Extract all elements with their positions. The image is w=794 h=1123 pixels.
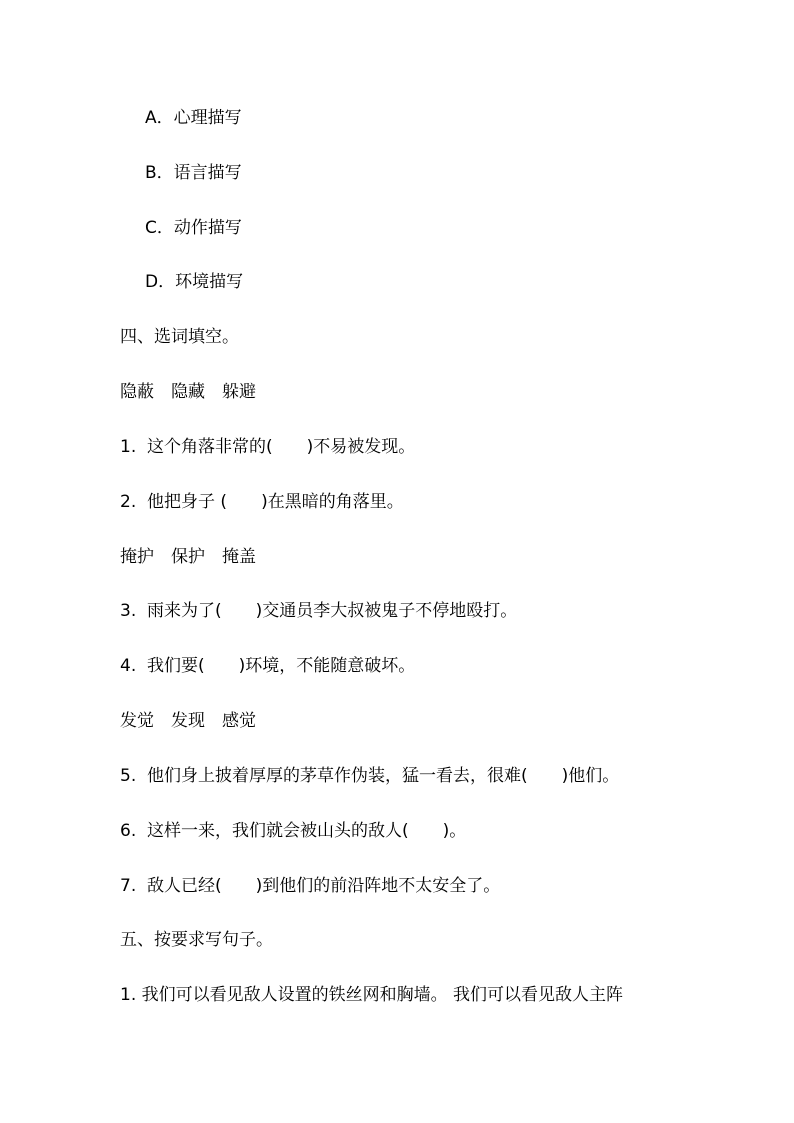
word-choices-group-3: 发觉 发现 感觉 bbox=[120, 711, 256, 731]
question-7: 7. 敌人已经( )到他们的前沿阵地不太安全了。 bbox=[120, 876, 501, 896]
question-1: 1. 这个角落非常的( )不易被发现。 bbox=[120, 437, 416, 457]
question-4: 4. 我们要( )环境，不能随意破坏。 bbox=[120, 656, 416, 676]
question-2: 2. 他把身子 ( )在黑暗的角落里。 bbox=[120, 492, 404, 512]
option-a: A．心理描写 bbox=[145, 108, 242, 128]
option-c: C．动作描写 bbox=[145, 218, 242, 238]
section-5-heading: 五、按要求写句子。 bbox=[120, 930, 273, 950]
section-4-heading: 四、选词填空。 bbox=[120, 327, 239, 347]
question-3: 3. 雨来为了( )交通员李大叔被鬼子不停地殴打。 bbox=[120, 601, 518, 621]
word-choices-group-1: 隐蔽 隐藏 躲避 bbox=[120, 382, 256, 402]
option-d: D．环境描写 bbox=[145, 272, 244, 292]
question-6: 6. 这样一来，我们就会被山头的敌人( )。 bbox=[120, 821, 467, 841]
section-5-item-1: 1. 我们可以看见敌人设置的铁丝网和胸墙。 我们可以看见敌人主阵 bbox=[120, 985, 624, 1005]
option-b: B．语言描写 bbox=[145, 163, 242, 183]
word-choices-group-2: 掩护 保护 掩盖 bbox=[120, 547, 256, 567]
question-5: 5. 他们身上披着厚厚的茅草作伪装，猛一看去，很难( )他们。 bbox=[120, 766, 620, 786]
